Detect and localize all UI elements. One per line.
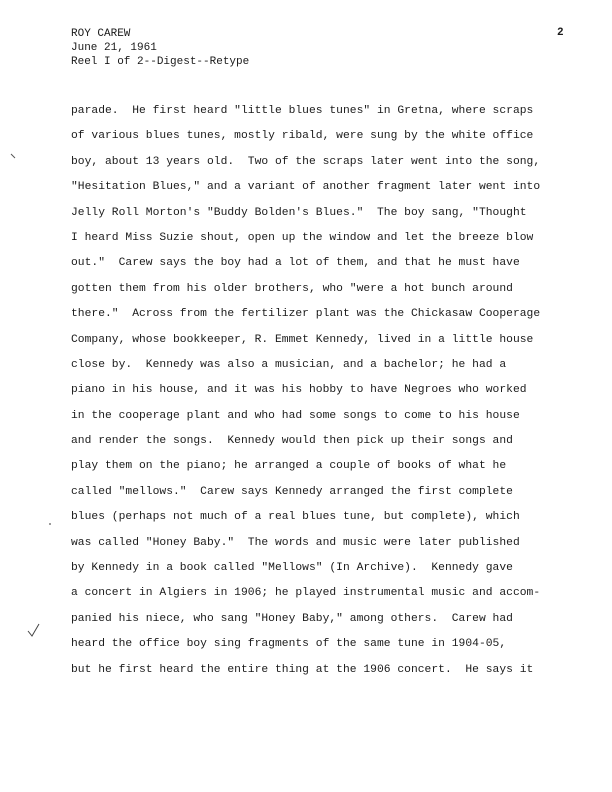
- body-line: close by. Kennedy was also a musician, and a bachelor; he had a: [71, 358, 507, 371]
- header-date: June 21, 1961: [71, 42, 157, 54]
- body-line: and render the songs. Kennedy would then pick up their songs and: [71, 435, 513, 448]
- margin-dot-mark: [46, 520, 54, 528]
- body-line: boy, about 13 years old. Two of the scraps later went into the song,: [71, 155, 541, 168]
- body-line: heard the office boy sing fragments of the same tune in 1904-05,: [71, 638, 507, 651]
- header-reel: Reel I of 2--Digest--Retype: [71, 56, 250, 68]
- document-body: [71, 105, 571, 689]
- body-line: in the cooperage plant and who had some songs to come to his house: [71, 409, 520, 422]
- body-line: play them on the piano; he arranged a couple of books of what he: [71, 460, 507, 473]
- body-line: parade. He first heard "little blues tunes" in Gretna, where scraps: [71, 105, 534, 117]
- body-line: a concert in Algiers in 1906; he played instrumental music and accom-: [71, 587, 541, 600]
- document-header: [71, 27, 249, 69]
- body-line: by Kennedy in a book called "Mellows" (In Archive). Kennedy gave: [71, 562, 513, 575]
- body-line: Jelly Roll Morton's "Buddy Bolden's Blues." The boy sang, "Thought: [71, 206, 527, 219]
- header-name: ROY CAREW: [71, 28, 131, 40]
- body-line: there." Across from the fertilizer plant was the Chickasaw Cooperage: [71, 308, 541, 321]
- body-line: piano in his house, and it was his hobby to have Negroes who worked: [71, 384, 527, 397]
- body-line: blues (perhaps not much of a real blues tune, but complete), which: [71, 511, 520, 524]
- body-line: "Hesitation Blues," and a variant of another fragment later went into: [71, 181, 541, 194]
- body-line: was called "Honey Baby." The words and music were later published: [71, 536, 520, 549]
- margin-tick-mark: [8, 150, 22, 164]
- body-line: but he first heard the entire thing at the 1906 concert. He says it: [71, 663, 534, 676]
- body-line: Company, whose bookkeeper, R. Emmet Kennedy, lived in a little house: [71, 333, 534, 346]
- body-line: panied his niece, who sang "Honey Baby," among others. Carew had: [71, 612, 513, 625]
- margin-check-mark: [26, 622, 42, 640]
- page-number: 2: [557, 27, 564, 39]
- body-line: gotten them from his older brothers, who "were a hot bunch around: [71, 282, 513, 295]
- body-line: of various blues tunes, mostly ribald, were sung by the white office: [71, 130, 534, 143]
- body-line: I heard Miss Suzie shout, open up the window and let the breeze blow: [71, 231, 534, 244]
- body-line: called "mellows." Carew says Kennedy arranged the first complete: [71, 485, 513, 498]
- body-line: out." Carew says the boy had a lot of them, and that he must have: [71, 257, 520, 270]
